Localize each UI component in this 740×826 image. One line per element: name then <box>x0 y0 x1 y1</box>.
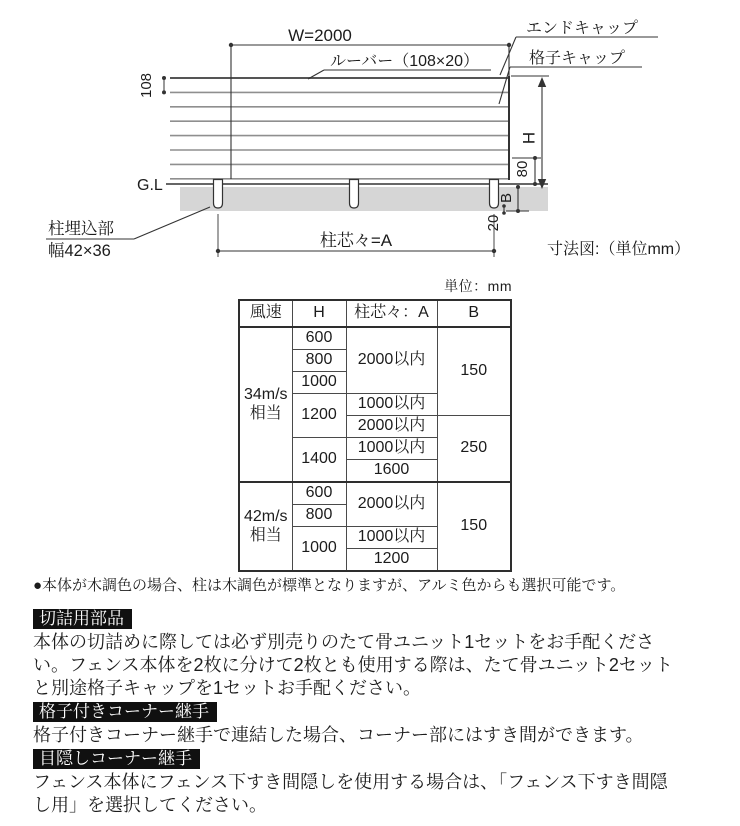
fence-dimension-drawing <box>0 0 740 272</box>
cell-h: 1200 <box>346 549 437 572</box>
cell-windspeed-34: 34m/s相当 <box>239 327 292 482</box>
dim-80-label: 80 <box>513 160 531 178</box>
cell-a: 2000以内 <box>346 482 437 527</box>
post-embed-label-2: 幅42×36 <box>48 242 111 260</box>
cell-h: 800 <box>292 350 346 372</box>
post-embed-label-1: 柱埋込部 <box>48 220 114 238</box>
embed-depth-label: B <box>497 192 515 204</box>
spec-table <box>238 299 512 572</box>
cell-a: 1000以内 <box>346 438 437 460</box>
col-header-h: H <box>292 300 346 327</box>
section-body: フェンス本体にフェンス下すき間隠しを使用する場合は、「フェンス下すき間隠し用」を選択してください。 <box>33 772 668 815</box>
louver-label: ルーバー（108×20） <box>330 53 480 70</box>
note-section-cut-parts <box>33 609 683 700</box>
cell-h: 800 <box>292 505 346 527</box>
table-unit-note: 単位：mm <box>444 278 512 294</box>
note-section-lattice-corner <box>33 702 683 747</box>
section-title-badge: 切詰用部品 <box>33 609 132 629</box>
section-title-badge: 目隠しコーナー継手 <box>33 749 200 769</box>
col-header-b: B <box>437 300 511 327</box>
spec-table-block <box>238 276 514 572</box>
dim-108-label: 108 <box>137 72 155 99</box>
fence-louvers <box>170 78 508 179</box>
width-label: W=2000 <box>288 26 352 45</box>
table-header-row <box>239 300 511 327</box>
section-body: 格子付きコーナー継手で連結した場合、コーナー部にはすき間ができます。 <box>33 725 644 745</box>
notes-block <box>33 576 683 817</box>
cell-h: 600 <box>292 482 346 505</box>
cell-b: 250 <box>437 416 511 483</box>
cell-h: 1000 <box>292 527 346 572</box>
cell-a: 2000以内 <box>346 327 437 394</box>
post-pitch-label: 柱芯々=A <box>319 231 393 250</box>
end-cap-label: エンドキャップ <box>526 20 639 37</box>
col-header-wind: 風速 <box>239 300 292 327</box>
lattice-cap-label: 格子キャップ <box>529 50 626 67</box>
table-row <box>239 482 511 505</box>
dim-20-label: 20 <box>484 214 502 232</box>
table-row <box>239 327 511 350</box>
cell-h: 600 <box>292 327 346 350</box>
section-body: 本体の切詰めに際しては必ず別売りのたて骨ユニット1セットをお手配ください。フェンス本体を2枚に分けて2枚とも使用する際は、たて骨ユニット2セットと別途格子キャップを1セットお手配ください。 <box>33 632 673 698</box>
color-note: ●本体が木調色の場合、柱は木調色が標準となりますが、アルミ色からも選択可能です。 <box>33 577 626 594</box>
cell-windspeed-42: 42m/s相当 <box>239 482 292 571</box>
col-header-a: 柱芯々：A <box>346 300 437 327</box>
cell-b: 150 <box>437 327 511 416</box>
cell-h: 1400 <box>292 438 346 483</box>
cell-b: 150 <box>437 482 511 571</box>
cell-a: 2000以内 <box>346 416 437 438</box>
ground-label: G.L <box>137 177 163 194</box>
cell-h: 1600 <box>346 460 437 483</box>
cell-h: 1200 <box>292 394 346 438</box>
cell-a: 1000以内 <box>346 527 437 549</box>
section-title-badge: 格子付きコーナー継手 <box>33 702 217 722</box>
cell-h: 1000 <box>292 372 346 394</box>
drawing-caption: 寸法図:（単位mm） <box>547 241 691 258</box>
cell-a: 1000以内 <box>346 394 437 416</box>
dimension-108 <box>162 76 166 94</box>
height-label: H <box>519 131 539 145</box>
lattice-cap-callout <box>499 67 642 104</box>
note-section-privacy-corner <box>33 749 683 817</box>
